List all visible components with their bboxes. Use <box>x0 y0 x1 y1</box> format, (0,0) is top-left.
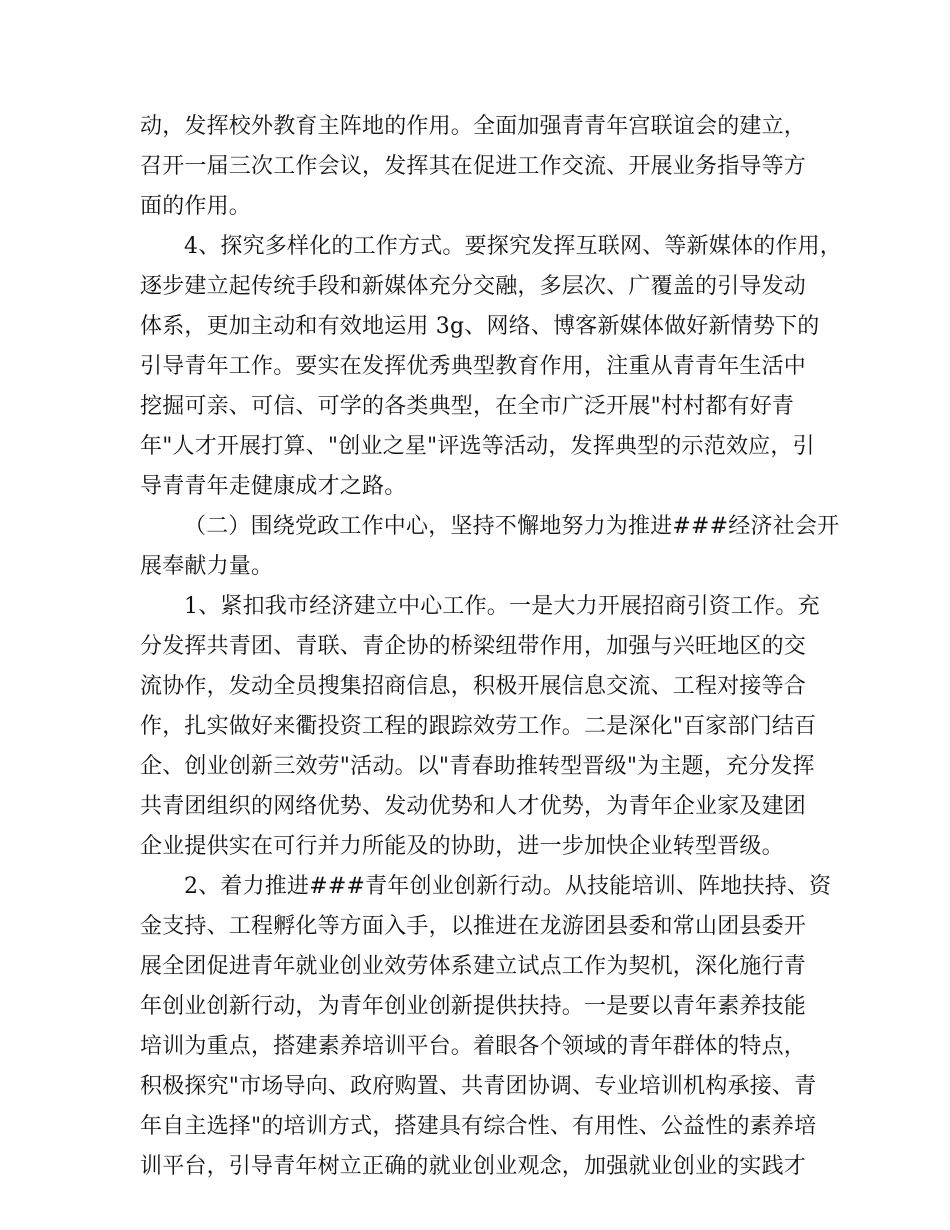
body-text-line: 作，扎实做好来衢投资工程的跟踪效劳工作。二是深化"百家部门结百 <box>140 714 817 739</box>
body-text-line: 培训为重点，搭建素养培训平台。着眼各个领域的青年群体的特点， <box>140 1034 807 1059</box>
body-text-line: 年创业创新行动，为青年创业创新提供扶持。一是要以青年素养技能 <box>140 994 807 1019</box>
body-text-line: 展全团促进青年就业创业效劳体系建立试点工作为契机，深化施行青 <box>140 954 807 979</box>
section-heading-line: （二）围绕党政工作中心，坚持不懈地努力为推进###经济社会开 <box>184 514 840 539</box>
body-text-line: 挖掘可亲、可信、可学的各类典型，在全市广泛开展"村村都有好青 <box>140 394 795 419</box>
body-text-line: 体系，更加主动和有效地运用 3g、网络、博客新媒体做好新情势下的 <box>140 314 820 339</box>
body-text-line: 面的作用。 <box>140 194 252 219</box>
body-text-line: 逐步建立起传统手段和新媒体充分交融，多层次、广覆盖的引导发动 <box>140 274 807 299</box>
body-text-line: 导青青年走健康成才之路。 <box>140 474 407 499</box>
body-text-line: 召开一届三次工作会议，发挥其在促进工作交流、开展业务指导等方 <box>140 154 807 179</box>
body-text-line: 1、紧扣我市经济建立中心工作。一是大力开展招商引资工作。充 <box>184 594 820 619</box>
body-text-line: 金支持、工程孵化等方面入手，以推进在龙游团县委和常山团县委开 <box>140 914 807 939</box>
body-text-line: 企、创业创新三效劳"活动。以"青春助推转型晋级"为主题，充分发挥 <box>140 754 815 779</box>
body-text-line: 2、着力推进###青年创业创新行动。从技能培训、阵地扶持、资 <box>184 874 832 899</box>
body-text-line: 训平台，引导青年树立正确的就业创业观念，加强就业创业的实践才 <box>140 1154 807 1179</box>
body-text-line: 引导青年工作。要实在发挥优秀典型教育作用，注重从青青年生活中 <box>140 354 807 379</box>
body-text-line: 积极探究"市场导向、政府购置、共青团协调、专业培训机构承接、青 <box>140 1074 817 1099</box>
body-text-line: 企业提供实在可行并力所能及的协助，进一步加快企业转型晋级。 <box>140 834 784 859</box>
body-text-line: 4、探究多样化的工作方式。要探究发挥互联网、等新媒体的作用， <box>184 234 842 259</box>
body-text-line: 年"人才开展打算、"创业之星"评选等活动，发挥典型的示范效应，引 <box>140 434 815 459</box>
body-text-line: 动，发挥校外教育主阵地的作用。全面加强青青年宫联谊会的建立， <box>140 114 807 139</box>
body-text-line: 共青团组织的网络优势、发动优势和人才优势，为青年企业家及建团 <box>140 794 807 819</box>
body-text-line: 流协作，发动全员搜集招商信息，积极开展信息交流、工程对接等合 <box>140 674 807 699</box>
section-heading-line: 展奉献力量。 <box>140 554 274 579</box>
body-text-line: 年自主选择"的培训方式，搭建具有综合性、有用性、公益性的素养培 <box>140 1114 817 1139</box>
body-text-line: 分发挥共青团、青联、青企协的桥梁纽带作用，加强与兴旺地区的交 <box>140 634 807 659</box>
